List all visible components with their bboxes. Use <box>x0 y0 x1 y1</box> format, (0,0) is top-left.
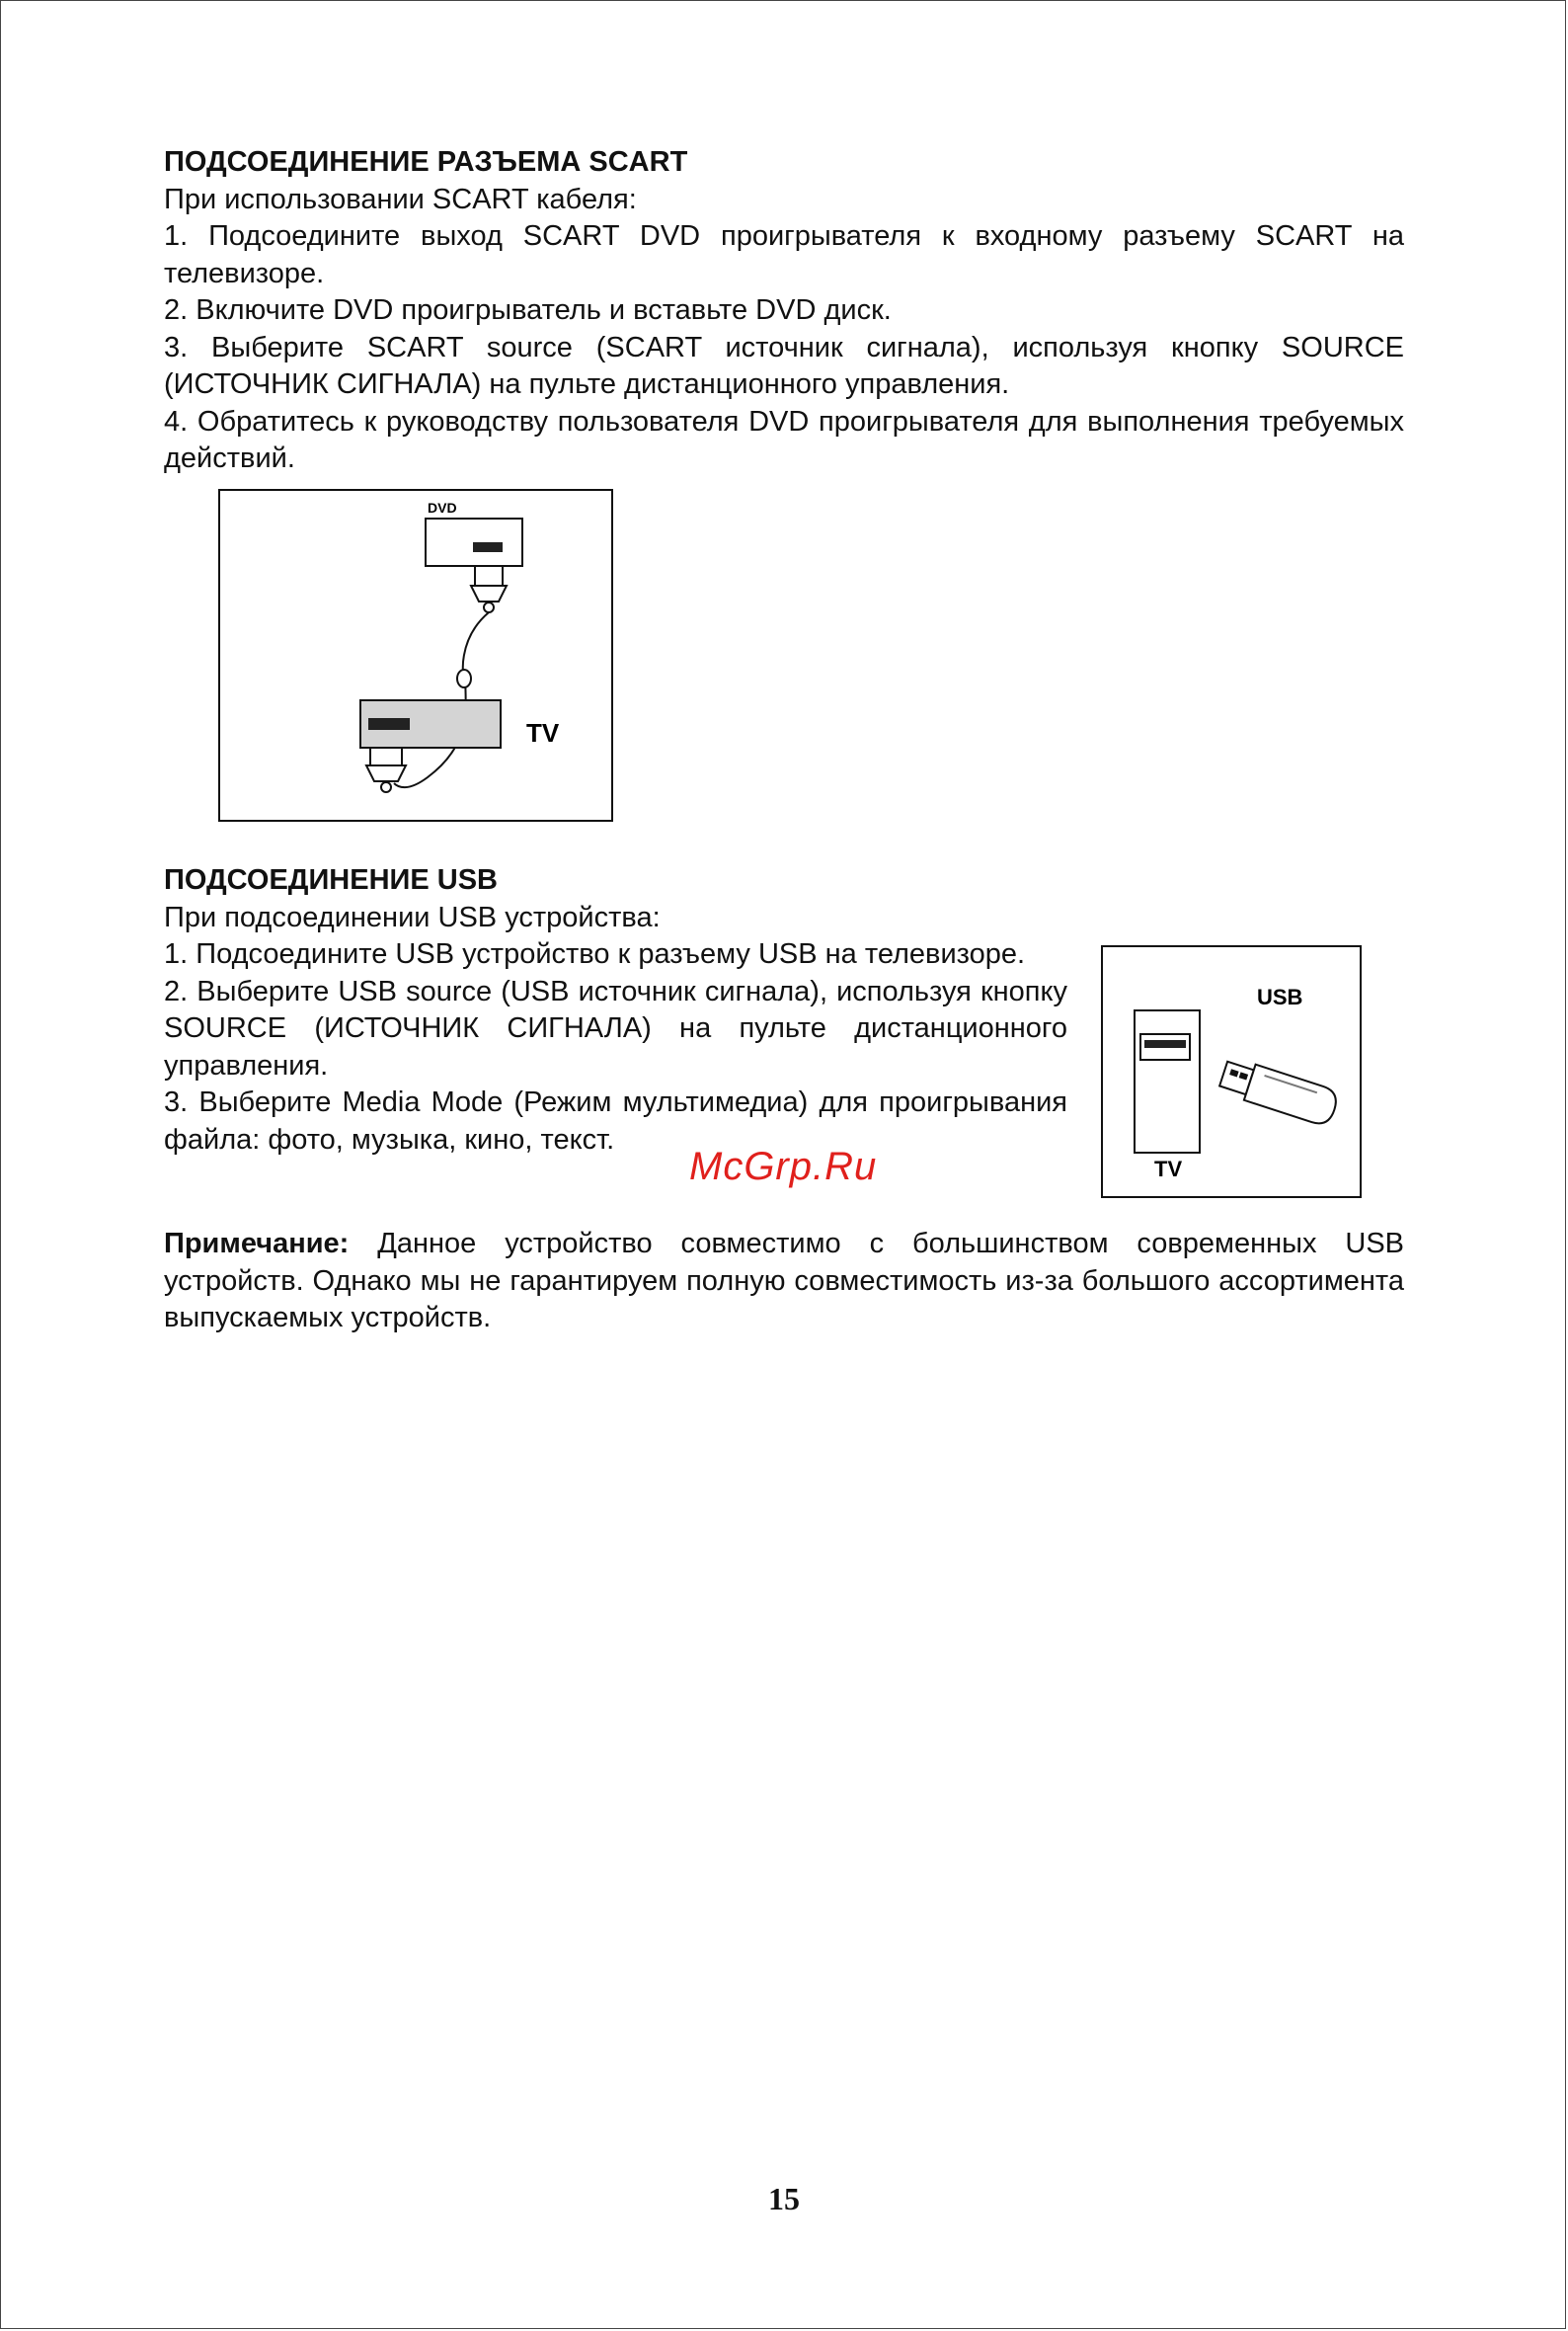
tv-plug-head <box>366 765 406 781</box>
usb-diagram-drawing <box>1103 947 1360 1196</box>
scart-section <box>164 144 1404 478</box>
tv-plug-ring <box>381 782 391 792</box>
tv-scart-plug <box>370 748 402 765</box>
cable-ferrite <box>457 670 471 687</box>
dvd-plug-ring <box>484 603 494 612</box>
tv-scart-port <box>368 718 410 730</box>
scart-step-1: 1. Подсоедините выход SCART DVD проигрывателя к входному разъему SCART на телевизоре. <box>164 220 1404 289</box>
usb-step-3: 3. Выберите Media Mode (Режим мультимедиа) для проигрывания файла: фото, музыка, кино, текст. <box>164 1086 1067 1156</box>
scart-diagram-drawing <box>220 491 611 820</box>
watermark: McGrp.Ru <box>689 1145 878 1188</box>
page-number: 15 <box>768 2181 800 2216</box>
usb-step-1: 1. Подсоедините USB устройство к разъему USB на телевизоре. <box>164 938 1026 970</box>
dvd-plug-head <box>471 586 507 602</box>
tv-side-panel <box>1135 1010 1200 1153</box>
scart-heading: ПОДСОЕДИНЕНИЕ РАЗЪЕМА SCART <box>164 146 688 178</box>
scart-intro: При использовании SCART кабеля: <box>164 183 637 215</box>
tv-usb-label: TV <box>1154 1157 1183 1181</box>
note-label: Примечание: <box>164 1228 350 1259</box>
note-text: Данное устройство совместимо с большинством современных USB устройств. Однако мы не гарантируем полную совместимость из-за большого ассортимента выпускаемых устройств. <box>164 1228 1404 1333</box>
usb-step-2: 2. Выберите USB source (USB источник сигнала), используя кнопку SOURCE (ИСТОЧНИК СИГНАЛА) на пульте дистанционного управления. <box>164 975 1067 1082</box>
usb-flash-drive-icon <box>1217 1056 1340 1128</box>
note-paragraph <box>164 1226 1404 1337</box>
dvd-scart-port <box>473 542 503 552</box>
usb-heading: ПОДСОЕДИНЕНИЕ USB <box>164 864 499 896</box>
tv-label: TV <box>526 718 560 748</box>
usb-label: USB <box>1257 985 1303 1009</box>
scart-diagram <box>218 489 613 822</box>
usb-port-slot <box>1144 1040 1186 1048</box>
scart-step-2: 2. Включите DVD проигрыватель и вставьте DVD диск. <box>164 294 892 326</box>
scart-step-3: 3. Выберите SCART source (SCART источник сигнала), используя кнопку SOURCE (ИСТОЧНИК СИГНАЛА) на пульте дистанционного управления. <box>164 331 1404 400</box>
usb-section <box>164 862 1067 1159</box>
note-section <box>164 1226 1404 1337</box>
scart-step-4: 4. Обратитесь к руководству пользователя DVD проигрывателя для выполнения требуемых действий. <box>164 405 1404 474</box>
dvd-label: DVD <box>428 500 457 516</box>
usb-diagram <box>1101 945 1362 1198</box>
usb-intro: При подсоединении USB устройства: <box>164 901 661 933</box>
dvd-scart-plug <box>475 566 503 586</box>
